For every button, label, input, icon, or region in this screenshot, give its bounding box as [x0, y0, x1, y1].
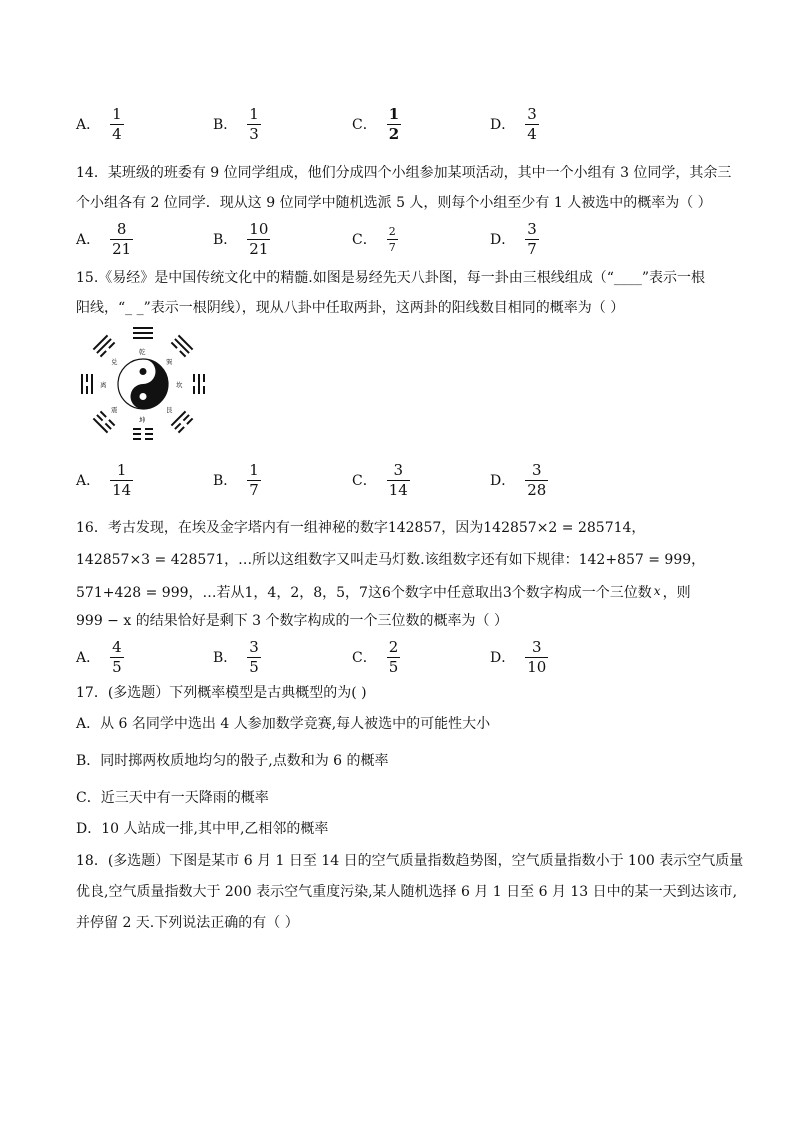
fraction: $\frac{2}{7}$ [388, 224, 396, 254]
taiji-icon [118, 359, 168, 409]
option-label: D． [490, 473, 516, 489]
option-label: A． [76, 117, 101, 133]
variable-x: x [653, 584, 661, 598]
option-label: B． [213, 473, 238, 489]
q17-option-c[interactable]: C．近三天中有一天降雨的概率 [76, 790, 269, 806]
q13-option-d[interactable] [490, 104, 539, 144]
q15-stem-line-2: 阳线，“_ _”表示一根阴线），现从八卦中任取两卦，这两卦的阳线数目相同的概率为（ ） [76, 300, 625, 316]
option-label: C． [352, 117, 377, 133]
q13-option-a[interactable] [76, 104, 124, 144]
q13-option-b[interactable] [213, 104, 261, 144]
q15-option-d[interactable] [490, 460, 548, 500]
fraction: $\frac{1}{3}$ [249, 104, 259, 143]
q17-option-b[interactable]: B．同时掷两枚质地均匀的骰子,点数和为 6 的概率 [76, 753, 389, 769]
option-label: A． [76, 232, 101, 248]
fraction: $\frac{3}{14}$ [388, 460, 408, 499]
trigram-label: 兑 [111, 358, 118, 366]
q17-option-d[interactable]: D．10 人站成一排,其中甲,乙相邻的概率 [76, 821, 329, 837]
q16-stem-line-1: 16．考古发现，在埃及金字塔内有一组神秘的数字142857，因为142857×2 = 285714， [76, 520, 646, 536]
q15-option-b[interactable] [213, 460, 261, 500]
trigram-label: 震 [111, 406, 118, 414]
option-label: D． [490, 650, 516, 666]
q13-option-c[interactable] [352, 104, 401, 144]
fraction: $\frac{4}{5}$ [112, 637, 122, 676]
fraction: $\frac{3}{4}$ [527, 104, 537, 143]
q16-option-c[interactable] [352, 637, 400, 677]
trigram-label: 坤 [139, 416, 146, 424]
q18-stem-line-2: 优良,空气质量指数大于 200 表示空气重度污染,某人随机选择 6 月 1 日至 6 月 13 日中的某一天到达该市, [76, 884, 738, 900]
fraction: $\frac{1}{4}$ [112, 104, 122, 143]
trigram-label: 坎 [176, 381, 183, 389]
fraction: $\frac{1}{14}$ [112, 460, 132, 499]
option-label: A． [76, 650, 101, 666]
fraction: $\frac{3}{28}$ [527, 460, 547, 499]
q16-line3-end: ，则 [662, 585, 691, 601]
fraction: $\frac{3}{10}$ [527, 637, 547, 676]
option-label: D． [490, 232, 516, 248]
q18-stem-line-1: 18．(多选题）下图是某市 6 月 1 日至 14 日的空气质量指数趋势图，空气质量指数小于 100 表示空气质量 [76, 853, 744, 869]
trigram-label: 离 [100, 381, 107, 389]
q15-option-c[interactable] [352, 460, 410, 500]
q15-option-a[interactable] [76, 460, 133, 500]
trigram-label: 巽 [166, 358, 173, 366]
q14-option-a[interactable] [76, 219, 133, 259]
fraction: $\frac{1}{2}$ [388, 104, 400, 143]
option-label: C． [352, 650, 377, 666]
q16-option-b[interactable] [213, 637, 261, 677]
q16-option-a[interactable] [76, 637, 124, 677]
trigram-label: 乾 [139, 348, 146, 356]
q14-stem-line-1: 14．某班级的班委有 9 位同学组成，他们分成四个小组参加某项活动，其中一个小组有 3 位同学，其余三 [76, 165, 732, 181]
option-label: A． [76, 473, 101, 489]
fraction: $\frac{3}{7}$ [527, 219, 537, 258]
q14-option-c[interactable] [352, 219, 398, 259]
q17-stem: 17．(多选题）下列概率模型是古典概型的为( ) [76, 685, 367, 701]
q16-line3-text: 571+428 = 999，…若从1，4，2，8，5，7这6个数字中任意取出3个数字构成一个三位数 [76, 585, 652, 601]
option-label: C． [352, 473, 377, 489]
option-label: B． [213, 650, 238, 666]
option-label: B． [213, 232, 238, 248]
trigram-label: 艮 [166, 406, 173, 414]
option-label: D． [490, 117, 516, 133]
bagua-figure [78, 322, 208, 442]
q15-stem-line-1: 15.《易经》是中国传统文化中的精髓.如图是易经先天八卦图，每一卦由三根线组成（“____”表示一根 [76, 270, 706, 286]
q17-option-a[interactable]: A．从 6 名同学中选出 4 人参加数学竞赛,每人被选中的可能性大小 [76, 716, 491, 732]
q14-stem-line-2: 个小组各有 2 位同学．现从这 9 位同学中随机选派 5 人，则每个小组至少有 1 人被选中的概率为（ ） [76, 195, 712, 211]
q16-stem-line-4: 999 − x 的结果恰好是剩下 3 个数字构成的一个三位数的概率为（ ） [76, 613, 508, 629]
q14-option-d[interactable] [490, 219, 539, 259]
q18-stem-line-3: 并停留 2 天.下列说法正确的有（ ） [76, 915, 299, 931]
fraction: $\frac{2}{5}$ [388, 637, 399, 676]
q16-stem-line-3 [76, 581, 691, 603]
option-label: B． [213, 117, 238, 133]
option-label: C． [352, 232, 377, 248]
q16-option-d[interactable] [490, 637, 548, 677]
fraction: $\frac{8}{21}$ [112, 219, 132, 258]
fraction: $\frac{1}{7}$ [249, 460, 259, 499]
fraction: $\frac{3}{5}$ [249, 637, 259, 676]
fraction: $\frac{10}{21}$ [249, 219, 269, 258]
q14-option-b[interactable] [213, 219, 270, 259]
q16-stem-line-2: 142857×3 = 428571，…所以这组数字又叫走马灯数.该组数字还有如下规律：142+857 = 999， [76, 552, 706, 568]
